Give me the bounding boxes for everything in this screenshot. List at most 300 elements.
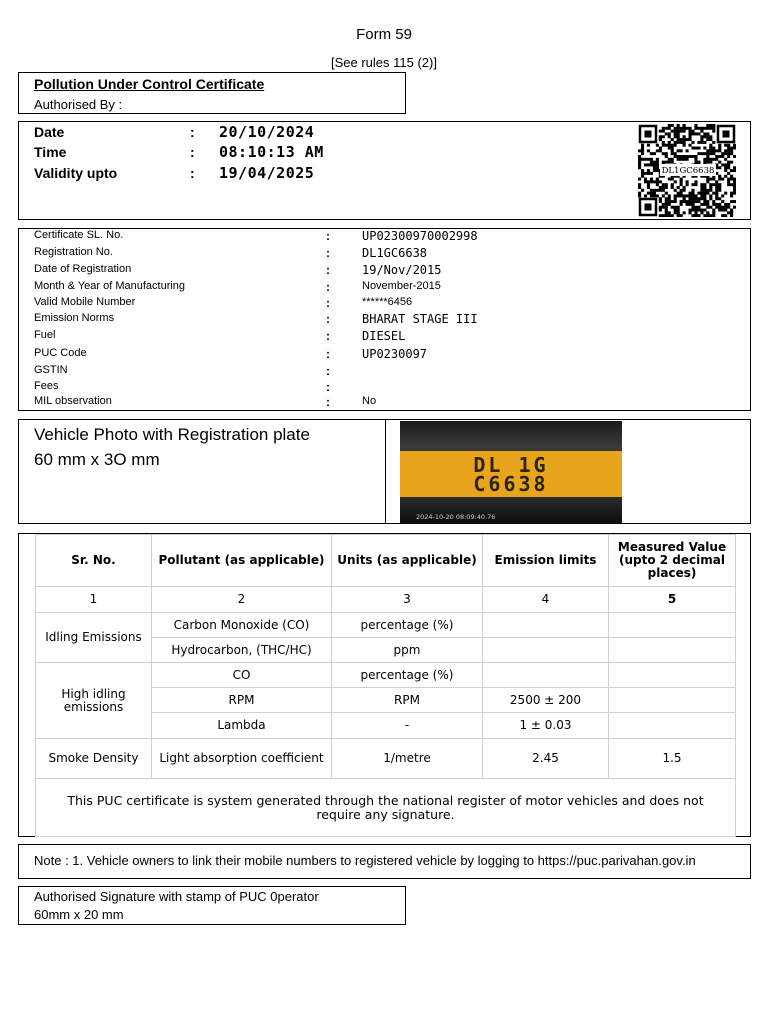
qr-module [733,147,736,150]
qr-module [650,172,653,175]
pollutant-cell: CO [152,663,332,688]
qr-module [733,166,736,169]
qr-module [709,135,712,138]
qr-module [703,152,706,155]
qr-module [683,130,686,133]
qr-module [668,214,671,217]
qr-module [683,211,686,214]
qr-module [644,163,647,166]
qr-module [724,175,727,178]
qr-module [650,192,653,195]
qr-module [680,183,683,186]
qr-module [730,175,733,178]
qr-module [650,161,653,164]
qr-module [703,197,706,200]
qr-module [733,183,736,186]
qr-module [712,149,715,152]
qr-module [691,200,694,203]
qr-module [650,189,653,192]
qr-module [715,180,718,183]
qr-module [712,209,715,212]
qr-module [706,161,709,164]
qr-module [665,214,668,217]
qr-module [730,147,733,150]
detail-value: UP02300970002998 [362,229,478,243]
qr-module [659,186,662,189]
detail-colon: : [326,280,330,294]
qr-module [706,206,709,209]
qr-module [706,149,709,152]
qr-module [680,189,683,192]
qr-module [715,186,718,189]
qr-module [677,149,680,152]
qr-module [715,158,718,161]
qr-module [686,183,689,186]
qr-module [688,144,691,147]
qr-module [700,152,703,155]
qr-module [680,149,683,152]
qr-module [686,127,689,130]
validity-label: Validity upto [34,165,118,181]
qr-module [694,124,697,127]
qr-module [686,180,689,183]
qr-module [724,158,727,161]
note-block [18,844,751,879]
qr-module [647,186,650,189]
qr-module [653,161,656,164]
qr-module [718,155,721,158]
qr-module [703,194,706,197]
qr-caption: DL1GC6638 [661,166,715,176]
qr-module [730,209,733,212]
qr-module [709,194,712,197]
qr-module [718,186,721,189]
qr-module [659,135,662,138]
detail-label: Fuel [34,329,56,341]
qr-module [665,127,668,130]
qr-module [638,192,641,195]
qr-module [671,178,674,181]
qr-module [733,192,736,195]
qr-module [721,200,724,203]
detail-colon: : [326,395,330,409]
qr-module [638,155,641,158]
qr-module [677,214,680,217]
date-colon: : [190,124,195,140]
qr-module [712,152,715,155]
pollutant-cell: Light absorption coefficient [152,739,332,779]
measured-cell [609,688,736,713]
qr-module [647,158,650,161]
qr-module [733,180,736,183]
qr-module [656,163,659,166]
qr-module [724,152,727,155]
qr-module [650,178,653,181]
qr-module [653,152,656,155]
qr-module [677,192,680,195]
qr-module [718,144,721,147]
qr-module [724,214,727,217]
qr-module [644,194,647,197]
qr-module [668,194,671,197]
qr-module [724,144,727,147]
qr-module [686,149,689,152]
qr-module [691,209,694,212]
qr-module [712,158,715,161]
qr-module [677,155,680,158]
qr-module [700,209,703,212]
qr-module [730,211,733,214]
plate-text-line2: C6638 [473,472,549,496]
header-measured-value: Measured Value (upto 2 decimal places) [609,535,736,587]
qr-module [727,211,730,214]
qr-module [715,155,718,158]
qr-module [650,180,653,183]
qr-module [688,194,691,197]
qr-module [700,135,703,138]
validity-value: 19/04/2025 [219,164,315,182]
qr-module [677,211,680,214]
qr-module [671,130,674,133]
qr-module [668,132,671,135]
qr-module [709,147,712,150]
qr-module [665,161,668,164]
qr-module [653,192,656,195]
qr-module [680,180,683,183]
qr-module [721,194,724,197]
qr-module [709,197,712,200]
qr-module [724,203,727,206]
qr-module [680,192,683,195]
qr-module [706,214,709,217]
detail-label: Certificate SL. No. [34,229,124,241]
qr-module [694,183,697,186]
qr-module [686,194,689,197]
qr-module [677,127,680,130]
qr-module [686,138,689,141]
qr-module [677,135,680,138]
qr-module [700,127,703,130]
pollutant-cell: Carbon Monoxide (CO) [152,613,332,638]
qr-module [694,127,697,130]
qr-module [656,161,659,164]
qr-module [674,127,677,130]
qr-module [706,203,709,206]
detail-label: GSTIN [34,364,68,376]
qr-module [680,158,683,161]
qr-module [694,180,697,183]
qr-module [703,186,706,189]
qr-module [697,197,700,200]
qr-module [730,194,733,197]
qr-module [677,206,680,209]
qr-module [665,155,668,158]
qr-module [733,206,736,209]
detail-label: Month & Year of Manufacturing [34,280,186,292]
detail-colon: : [326,380,330,394]
emission-table [35,534,736,837]
qr-module [691,147,694,150]
qr-module [700,194,703,197]
qr-module [697,214,700,217]
qr-module [668,127,671,130]
pollutant-cell: Lambda [152,713,332,739]
qr-module [730,200,733,203]
qr-module [724,166,727,169]
qr-module [680,130,683,133]
qr-module [703,158,706,161]
qr-module [680,194,683,197]
qr-module [709,178,712,181]
qr-module [706,189,709,192]
qr-module [715,183,718,186]
detail-label: Date of Registration [34,263,132,275]
emission-results-block [18,533,751,837]
qr-module [691,141,694,144]
qr-module [677,132,680,135]
qr-module [665,200,668,203]
qr-module [662,130,665,133]
qr-module [694,194,697,197]
qr-module [680,127,683,130]
qr-module [638,183,641,186]
qr-module [706,200,709,203]
column-number: 4 [483,587,609,613]
qr-module [718,197,721,200]
qr-module [727,172,730,175]
qr-module [715,149,718,152]
date-value: 20/10/2024 [219,123,315,141]
qr-module [680,138,683,141]
qr-module [718,183,721,186]
qr-module [724,209,727,212]
qr-module [644,180,647,183]
limit-cell: 2500 ± 200 [483,688,609,713]
qr-module [683,141,686,144]
qr-module [718,209,721,212]
qr-module [727,155,730,158]
detail-colon: : [326,364,330,378]
authorised-by-label: Authorised By : [34,97,123,112]
qr-module [724,169,727,172]
detail-value: No [362,395,377,407]
qr-module [697,141,700,144]
qr-module [680,203,683,206]
qr-module [709,149,712,152]
qr-module [686,200,689,203]
qr-module [721,163,724,166]
qr-module [680,200,683,203]
qr-module [691,192,694,195]
certificate-title: Pollution Under Control Certificate [34,76,265,92]
qr-module [727,166,730,169]
qr-module [665,203,668,206]
time-value: 08:10:13 AM [219,143,324,161]
qr-module [674,206,677,209]
qr-module [671,186,674,189]
qr-module [683,155,686,158]
qr-module [656,183,659,186]
qr-module [712,203,715,206]
qr-module [671,214,674,217]
detail-label: MIL observation [34,395,112,407]
qr-module [662,135,665,138]
header-units: Units (as applicable) [332,535,483,587]
qr-module [668,144,671,147]
qr-module [662,183,665,186]
qr-module [727,152,730,155]
table-row [36,739,736,779]
limit-cell [483,638,609,663]
qr-module [706,135,709,138]
qr-module [703,132,706,135]
qr-module [715,194,718,197]
qr-module [638,166,641,169]
limit-cell [483,663,609,688]
unit-cell: percentage (%) [332,613,483,638]
qr-module [671,147,674,150]
qr-module [733,189,736,192]
qr-module [677,124,680,127]
qr-module [727,178,730,181]
qr-module [656,189,659,192]
qr-module [656,149,659,152]
pollutant-cell: Hydrocarbon, (THC/HC) [152,638,332,663]
qr-module [662,152,665,155]
qr-module [674,144,677,147]
qr-module [694,147,697,150]
qr-module [680,214,683,217]
qr-module [694,206,697,209]
qr-module [712,147,715,150]
qr-module [674,194,677,197]
qr-module [671,158,674,161]
vehicle-photo-block [18,419,751,524]
qr-module [665,144,668,147]
qr-module [665,186,668,189]
qr-module [688,200,691,203]
qr-module [703,214,706,217]
qr-module [665,209,668,212]
qr-module [659,189,662,192]
qr-module [668,147,671,150]
qr-module [700,138,703,141]
qr-module [733,169,736,172]
table-footer-row [36,779,736,837]
qr-module [718,149,721,152]
system-generated-note: This PUC certificate is system generated through the national register of motor vehicles and does not require any signature. [36,779,736,837]
qr-module [656,144,659,147]
qr-module [694,132,697,135]
qr-module [706,138,709,141]
qr-module [697,209,700,212]
photo-divider [385,420,386,523]
qr-module [691,155,694,158]
qr-module [656,180,659,183]
qr-module [697,127,700,130]
qr-module [644,178,647,181]
qr-module [683,186,686,189]
qr-module [709,144,712,147]
qr-module [709,183,712,186]
qr-module [706,192,709,195]
detail-colon: : [326,263,330,277]
qr-module [641,158,644,161]
qr-module [680,178,683,181]
qr-module [730,214,733,217]
qr-module [709,161,712,164]
qr-module [694,209,697,212]
qr-module [715,197,718,200]
qr-module [677,186,680,189]
qr-code [638,124,736,217]
qr-module [721,178,724,181]
qr-module [674,155,677,158]
qr-module [721,214,724,217]
qr-module [733,200,736,203]
qr-module [671,149,674,152]
qr-module [683,127,686,130]
qr-module [641,172,644,175]
qr-module [688,211,691,214]
detail-value: ******6456 [362,296,413,308]
qr-module [662,203,665,206]
date-label: Date [34,124,65,140]
qr-module [730,169,733,172]
signature-label: Authorised Signature with stamp of PUC 0perator [34,889,319,904]
qr-module [641,147,644,150]
qr-module [659,180,662,183]
qr-module [659,147,662,150]
qr-module [730,178,733,181]
qr-module [727,144,730,147]
qr-module [733,186,736,189]
qr-module [700,189,703,192]
qr-module [712,130,715,133]
qr-module [697,161,700,164]
qr-module [703,141,706,144]
qr-module [700,211,703,214]
qr-module [733,178,736,181]
qr-module [665,152,668,155]
qr-module [715,192,718,195]
qr-module [668,161,671,164]
validity-colon: : [190,165,195,181]
qr-module [662,144,665,147]
detail-label: Valid Mobile Number [34,296,136,308]
qr-module [650,163,653,166]
qr-module [674,130,677,133]
qr-module [650,194,653,197]
qr-module [712,192,715,195]
qr-module [662,127,665,130]
qr-module [691,206,694,209]
detail-colon: : [326,329,330,343]
qr-module [674,209,677,212]
qr-module [641,175,644,178]
qr-module [733,155,736,158]
qr-module [668,178,671,181]
qr-module [706,155,709,158]
qr-module [727,163,730,166]
qr-module [638,163,641,166]
detail-colon: : [326,347,330,361]
qr-module [638,194,641,197]
column-number-row [36,587,736,613]
qr-module [668,211,671,214]
qr-module [712,183,715,186]
qr-module [638,149,641,152]
